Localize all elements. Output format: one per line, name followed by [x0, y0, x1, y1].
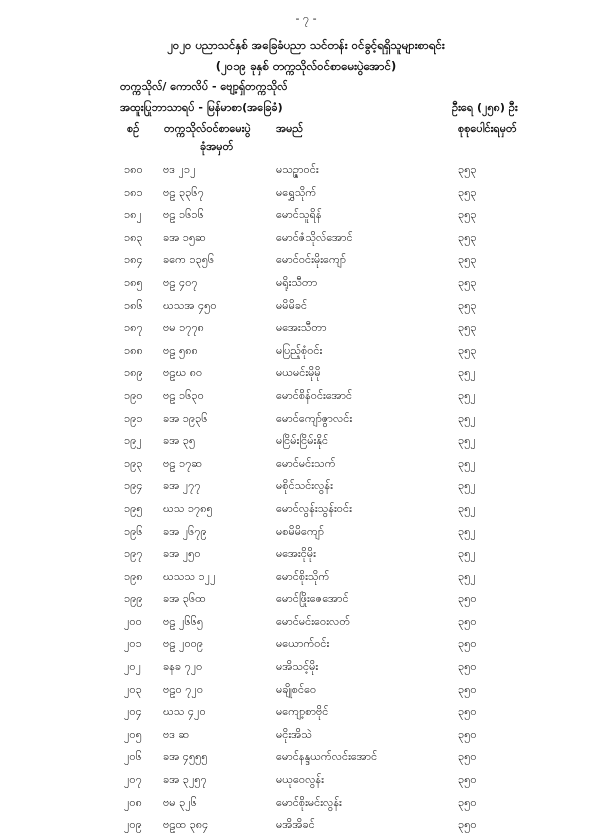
total-mark: ၃၅၂ — [458, 479, 476, 493]
student-name: မစိုင်သင်းလွန်း — [276, 479, 333, 493]
student-name: မောင်နန္ဒယက်လင်းအောင် — [276, 750, 378, 764]
roll-number: ဗဠထ ၃၈၄ — [163, 818, 209, 832]
page-number: - ၇ - — [295, 12, 317, 25]
table-row — [0, 409, 612, 432]
roll-number: ခအ ၃၆ထ — [163, 592, 206, 606]
row-number: ၁၈၂ — [124, 208, 142, 222]
roll-number: ဗဠ ၁၇ဆ — [163, 456, 203, 470]
student-name: မောင်လွန်းသွန်းဝင်း — [276, 501, 352, 515]
table-row — [0, 160, 612, 183]
row-number: ၁၈၈ — [124, 343, 143, 357]
roll-number: ခအ ၄၅၅၅ — [163, 750, 208, 764]
total-mark: ၃၅၂ — [458, 366, 476, 380]
table-row — [0, 318, 612, 341]
roll-number: ဗဠဃ ၈၀ — [163, 366, 203, 380]
roll-number: ဗဠ ၄၀၇ — [163, 275, 198, 289]
table-row — [0, 363, 612, 386]
student-name: မချိုစင်ဝေ — [276, 682, 317, 696]
row-number: ၂၀၈ — [124, 795, 142, 809]
total-mark: ၃၅၂ — [458, 524, 476, 538]
roll-number: ဗဠ ၁၆၁၆ — [163, 208, 204, 222]
column-header-name: အမည် — [276, 122, 304, 135]
table-row — [0, 183, 612, 206]
table-row — [0, 702, 612, 725]
roll-number: ဗမ ၁၇၇၈ — [163, 321, 204, 335]
total-mark: ၃၅၃ — [458, 298, 477, 312]
roll-number: ဗဠ ၂၆၆၅ — [163, 614, 204, 628]
roll-number: ဗဠ ၁၆၃၀ — [163, 388, 204, 402]
student-name: မယောက်ဝင်း — [276, 637, 330, 651]
table-row — [0, 793, 612, 816]
row-number: ၁၉၅ — [124, 501, 143, 515]
student-name: မစမိမိကျော် — [276, 524, 325, 538]
roll-number: ဗဠ ၃၃၆၇ — [163, 185, 204, 199]
results-table — [0, 160, 612, 838]
total-mark: ၃၅၀ — [458, 795, 477, 809]
roll-number: ခအ ၁၅ဆ — [163, 230, 206, 244]
row-number: ၁၉၆ — [124, 524, 143, 538]
student-name: မငိုးအိသဲ — [276, 727, 312, 741]
roll-number: ဗဠ၀ ၇၂၀ — [163, 682, 204, 696]
student-name: မငြိမ်းငြိမ်းနိုင် — [276, 434, 329, 448]
roll-number: ခအ ၁၉၃၆ — [163, 411, 208, 425]
table-row — [0, 589, 612, 612]
total-mark: ၃၅၀ — [458, 818, 477, 832]
table-row — [0, 612, 612, 635]
student-name: မောင်ဖြိုးဇေအောင် — [276, 592, 349, 606]
row-number: ၁၈၀ — [124, 163, 143, 176]
roll-number: ခအ ၃၅ — [163, 434, 196, 448]
row-number: ၁၈၇ — [124, 321, 143, 335]
total-mark: ၃၅၃ — [458, 321, 477, 335]
total-mark: ၃၅၂ — [458, 501, 476, 515]
roll-number: ဗဒ ဆ — [163, 727, 190, 741]
total-mark: ၃၅၀ — [458, 773, 477, 787]
student-name: မအေးသီတာ — [276, 321, 327, 335]
table-row — [0, 725, 612, 748]
total-mark: ၃၅၂ — [458, 411, 476, 425]
total-mark: ၃၅၂ — [458, 569, 476, 583]
total-mark: ၃၅၃ — [458, 343, 477, 357]
row-number: ၁၈၆ — [124, 298, 143, 312]
student-name: မပြည့်စုံဝင်း — [276, 343, 323, 357]
row-number: ၁၉၃ — [124, 456, 143, 470]
student-name: မသဥ္ဇာဝင်း — [276, 163, 319, 176]
student-name: မယမင်းမိုမို — [276, 366, 321, 380]
row-number: ၁၈၅ — [124, 275, 143, 289]
roll-number: ဗဒ ၂၁၂ — [163, 163, 196, 176]
row-number: ၁၉၄ — [124, 479, 143, 493]
row-number: ၁၉၂ — [124, 434, 142, 448]
row-number: ၂၀၆ — [124, 750, 142, 764]
table-row — [0, 499, 612, 522]
row-number: ၂၀၁ — [124, 637, 142, 651]
total-mark: ၃၅၂ — [458, 388, 476, 402]
roll-number: ခအ ၂၅၀ — [163, 547, 201, 561]
roll-number: ဗမ ၃၂၆ — [163, 795, 197, 809]
total-count: ဦးရေ (၂၅၈) ဦး — [452, 101, 518, 114]
roll-number: ဃသသ ၁၂၂ — [163, 569, 216, 583]
student-name: မရိုးသီတာ — [276, 275, 318, 289]
column-header-mark: စုစုပေါင်းရမှတ် — [458, 122, 517, 135]
table-row — [0, 296, 612, 319]
roll-number: ခအ ၃၂၅၇ — [163, 773, 207, 787]
column-header-no: စဉ် — [127, 122, 140, 135]
total-mark: ၃၅၀ — [458, 660, 477, 674]
row-number: ၂၀၅ — [124, 727, 142, 741]
table-row — [0, 205, 612, 228]
roll-number: ဃသအ ၄၅၀ — [163, 298, 217, 312]
total-mark: ၃၅၂ — [458, 456, 476, 470]
table-row — [0, 544, 612, 567]
roll-number: ခကေ ၁၃၅၆ — [163, 253, 215, 267]
university-line: တက္ကသိုလ်/ ကောလိပ် - ဗျော့ရှ်တက္ကသိုလ် — [120, 80, 288, 93]
student-name: မယုဝေလွန်း — [276, 773, 324, 787]
student-name: မောင်မင်းသက် — [276, 456, 336, 470]
total-mark: ၃၅၃ — [458, 230, 477, 244]
student-name: မအေးငိုမိုး — [276, 547, 316, 561]
table-row — [0, 431, 612, 454]
total-mark: ၃၅၃ — [458, 253, 477, 267]
row-number: ၂၀၃ — [124, 682, 142, 696]
document-title: ၂၀၂၀ ပညာသင်နှစ် အခြေခံပညာ သင်တန်း ဝင်ခွင့်ရရှိသူများစာရင်း — [167, 38, 445, 52]
table-row — [0, 522, 612, 545]
student-name: မောင်မင်းဝေးလတ် — [276, 614, 351, 628]
table-row — [0, 228, 612, 251]
roll-number: ခနခ ၇၂၀ — [163, 660, 203, 674]
table-row — [0, 386, 612, 409]
student-name: မအိသင့်မိုး — [276, 660, 319, 674]
total-mark: ၃၅၀ — [458, 727, 477, 741]
roll-number: ဃသ ၄၂၀ — [163, 705, 206, 719]
table-row — [0, 454, 612, 477]
roll-number: ခအ ၂၇၇ — [163, 479, 201, 493]
row-number: ၂၀၀ — [124, 614, 142, 628]
student-name: မောင်စိုးမင်းလွန်း — [276, 795, 342, 809]
table-row — [0, 476, 612, 499]
row-number: ၂၀၂ — [124, 660, 141, 674]
student-name: မောင်သူရိန် — [276, 208, 322, 222]
total-mark: ၃၅၀ — [458, 592, 477, 606]
row-number: ၁၈၄ — [124, 253, 143, 267]
table-row — [0, 250, 612, 273]
row-number: ၁၉၀ — [124, 388, 143, 402]
major-line: အထူးပြုဘာသာရပ် - မြန်မာစာ(အခြေခံ) — [120, 101, 283, 114]
student-name: မမိမိခင် — [276, 298, 308, 312]
column-header-roll: တက္ကသိုလ်ဝင်စာမေးပွဲ — [164, 122, 251, 135]
row-number: ၂၀၄ — [124, 705, 142, 719]
total-mark: ၃၅၃ — [458, 275, 477, 289]
total-mark: ၃၅၀ — [458, 637, 477, 651]
row-number: ၁၉၇ — [124, 547, 143, 561]
student-name: မရွှေသိုက် — [276, 185, 317, 199]
total-mark: ၃၅၀ — [458, 682, 477, 696]
roll-number: ဗဠ ၂၀၀၉ — [163, 637, 204, 651]
total-mark: ၃၅၂ — [458, 547, 476, 561]
row-number: ၁၉၉ — [124, 592, 143, 606]
student-name: မောင်စိုးသိုက် — [276, 569, 330, 583]
student-name: မောင်ဝင်းမိုးကျော် — [276, 253, 347, 267]
row-number: ၁၈၁ — [124, 185, 143, 199]
table-row — [0, 815, 612, 838]
table-row — [0, 634, 612, 657]
row-number: ၁၉၈ — [124, 569, 143, 583]
total-mark: ၃၅၃ — [458, 163, 477, 176]
total-mark: ၃၅၃ — [458, 208, 477, 222]
total-mark: ၃၅၂ — [458, 434, 476, 448]
total-mark: ၃၅၃ — [458, 185, 477, 199]
table-row — [0, 341, 612, 364]
row-number: ၂၀၉ — [124, 818, 142, 832]
table-row — [0, 680, 612, 703]
total-mark: ၃၅၀ — [458, 614, 477, 628]
total-mark: ၃၅၀ — [458, 750, 477, 764]
roll-number: ဗဠ ၅၈၈ — [163, 343, 198, 357]
table-row — [0, 657, 612, 680]
roll-number: ဃသ ၁၇၈၅ — [163, 501, 213, 515]
table-row — [0, 770, 612, 793]
row-number: ၁၈၉ — [124, 366, 143, 380]
column-header-roll-line2: ခုံအမှတ် — [200, 140, 234, 153]
row-number: ၂၀၇ — [124, 773, 142, 787]
student-name: မအိအိခင် — [276, 818, 315, 832]
student-name: မောင်ဇံသိုလ်အောင် — [276, 230, 353, 244]
roll-number: ခအ ၂၆၇၉ — [163, 524, 207, 538]
table-row — [0, 273, 612, 296]
student-name: မောင်ကျော်ဇွာလင်း — [276, 411, 353, 425]
student-name: မကျော့စာဗိုင် — [276, 705, 329, 719]
table-row — [0, 747, 612, 770]
table-row — [0, 567, 612, 590]
row-number: ၁၈၃ — [124, 230, 143, 244]
total-mark: ၃၅၀ — [458, 705, 477, 719]
student-name: မောင်စိန်ဝင်းအောင် — [276, 388, 353, 402]
row-number: ၁၉၁ — [124, 411, 143, 425]
document-subtitle: (၂၀၁၉ ခုနှစ် တက္ကသိုလ်ဝင်စာမေးပွဲအောင်) — [215, 59, 397, 73]
